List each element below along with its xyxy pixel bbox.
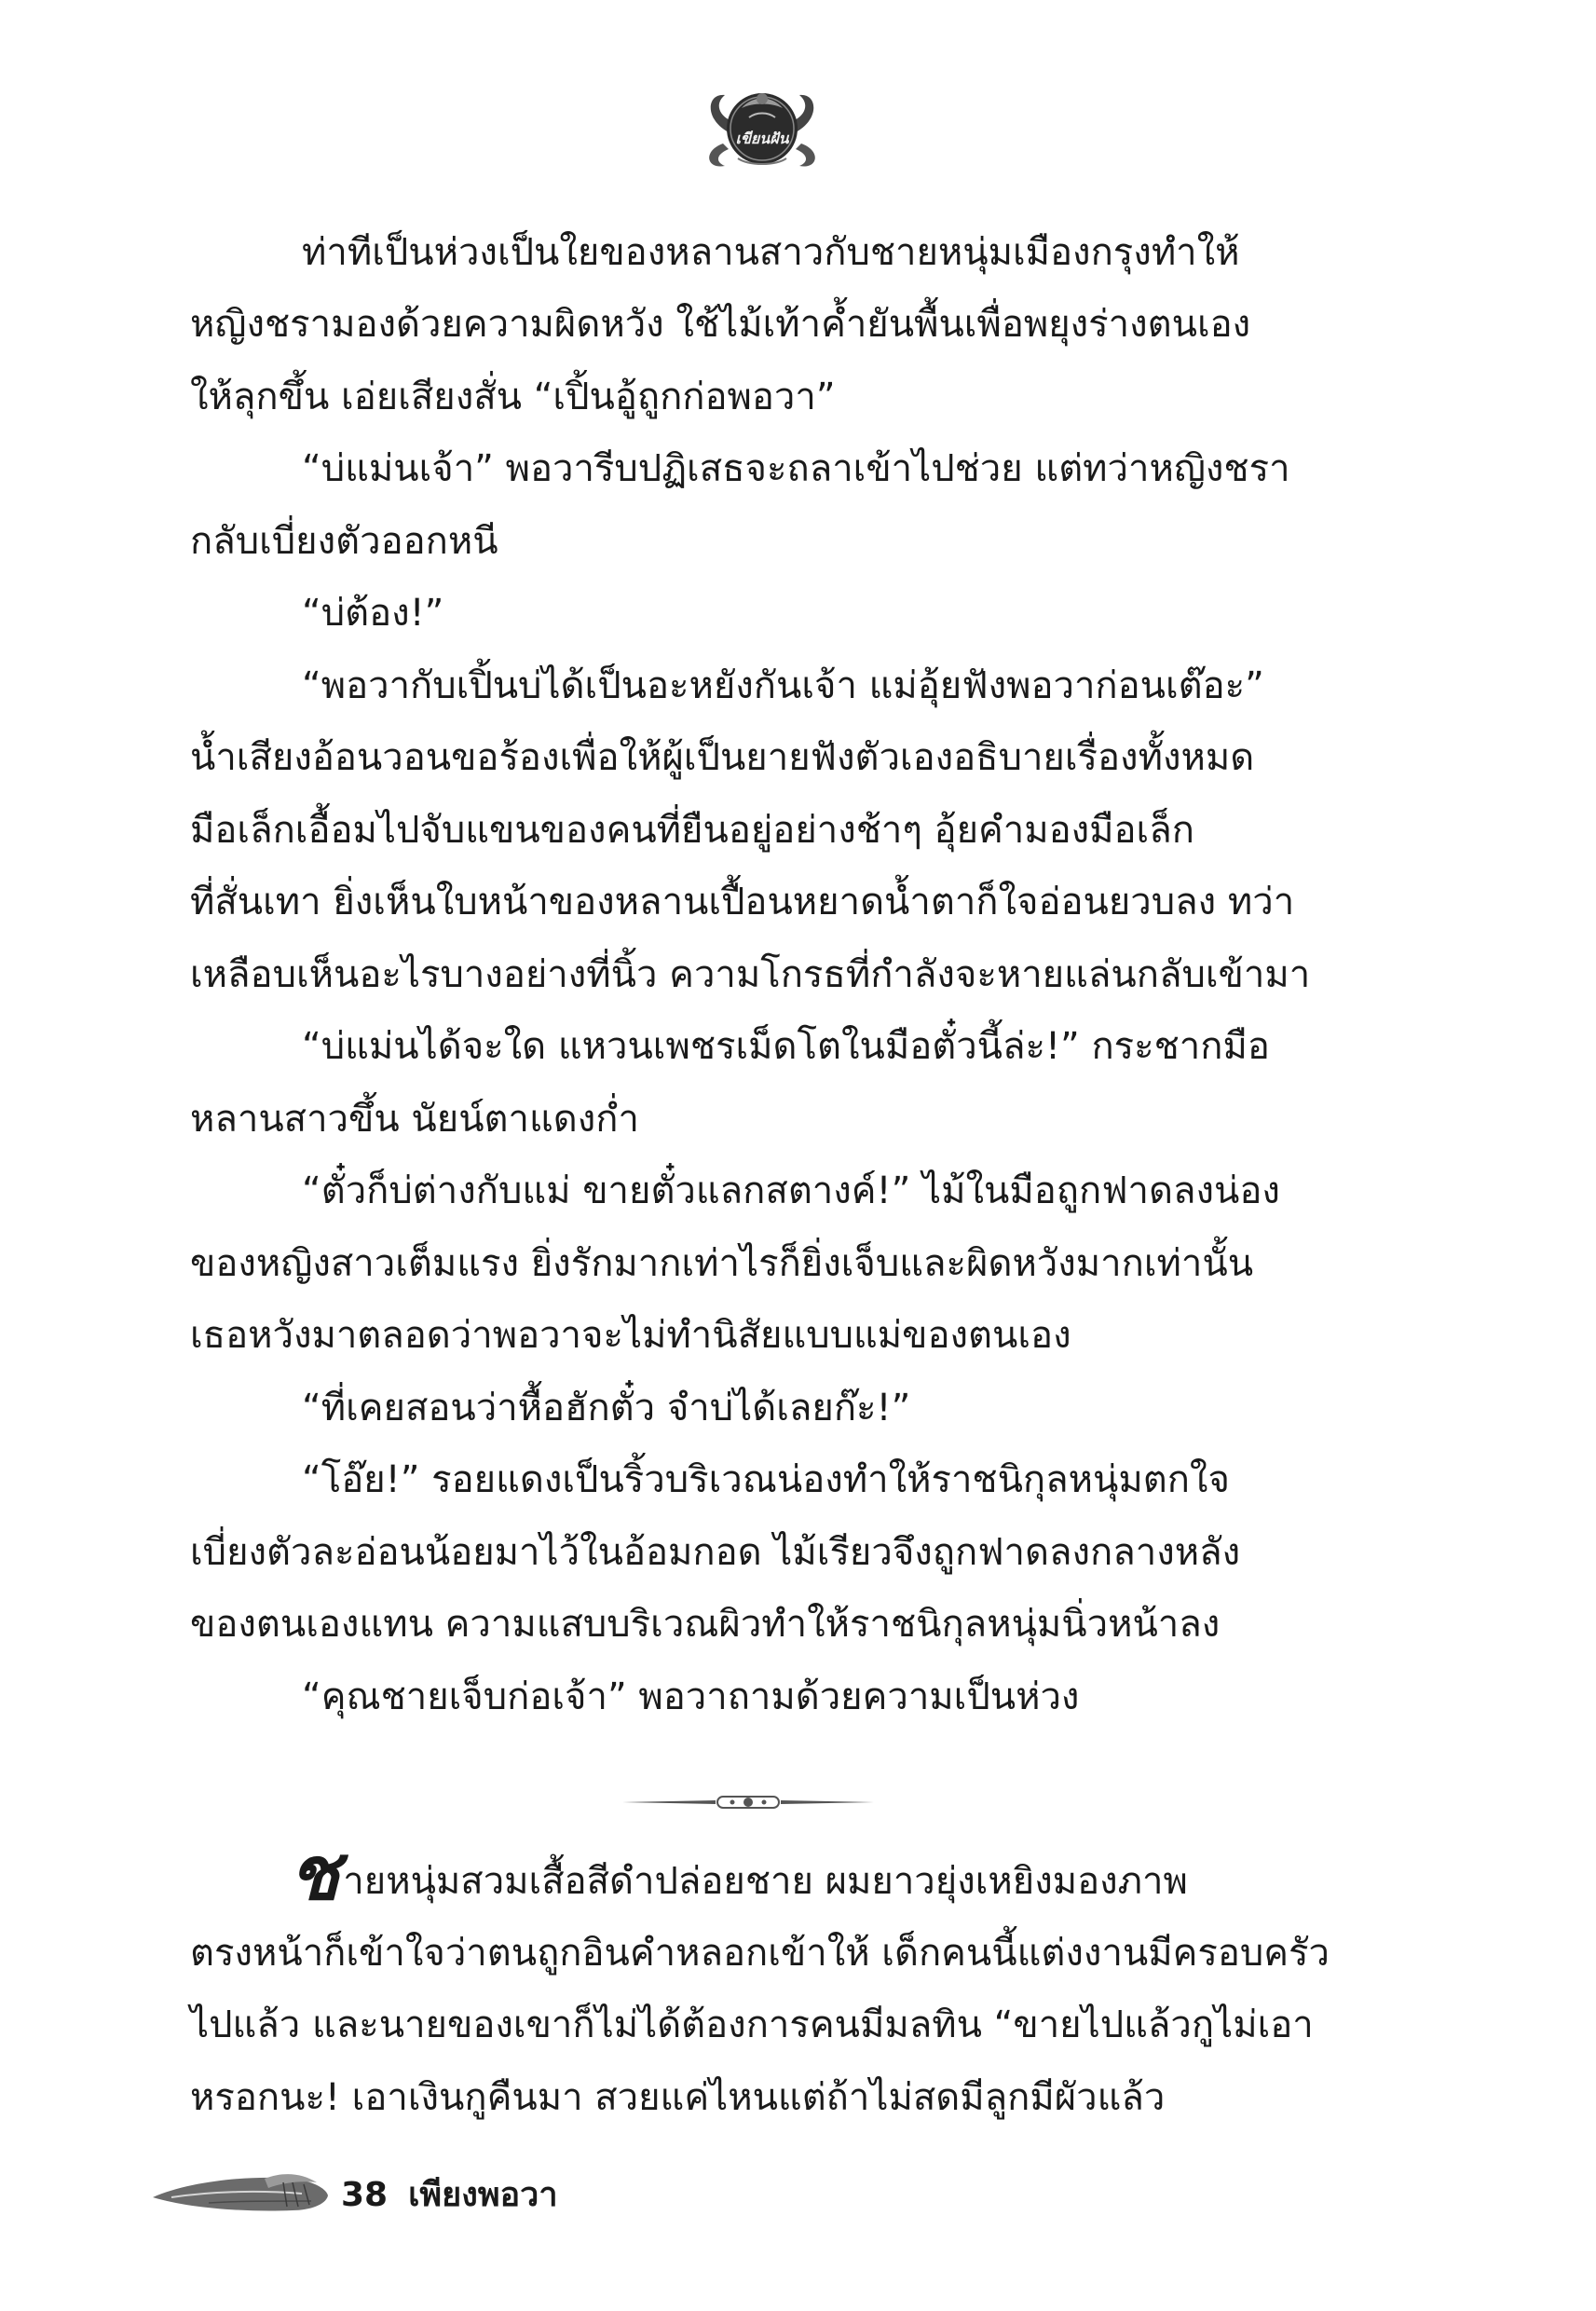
text-line: หญิงชรามองด้วยความผิดหวัง ใช้ไม้เท้าค้ำยันพื้นเพื่อพยุงร่างตนเอง — [190, 303, 1251, 346]
logo-text: เขียนฝัน — [735, 130, 789, 147]
text-line: “ที่เคยสอนว่าหื้อฮักตั๋ว จำบ่ได้เลยก๊ะ!” — [302, 1387, 911, 1429]
header-logo — [701, 76, 824, 177]
text-line — [289, 1829, 1430, 1919]
text-line: หรอกนะ! เอาเงินกูคืนมา สวยแค่ไหนแต่ถ้าไม่สดมีลูกมีผัวแล้ว — [190, 2076, 1166, 2119]
text-line: ตรงหน้าก็เข้าใจว่าตนถูกอินคำหลอกเข้าให้ เด็กคนนี้แต่งงานมีครอบครัว — [190, 1932, 1330, 1975]
section-divider-ornament — [622, 1789, 874, 1815]
text-line: มือเล็กเอื้อมไปจับแขนของคนที่ยืนอยู่อย่างช้าๆ อุ้ยคำมองมือเล็ก — [190, 809, 1194, 852]
page-footer — [341, 2167, 558, 2221]
text-line: “คุณชายเจ็บก่อเจ้า” พอวาถามด้วยความเป็นห่วง — [302, 1675, 1080, 1718]
text-line: เหลือบเห็นอะไรบางอย่างที่นิ้ว ความโกรธที่กำลังจะหายแล่นกลับเข้ามา — [190, 953, 1311, 996]
page-number: 38 — [341, 2176, 389, 2214]
text-line: “ตั๋วก็บ่ต่างกับแม่ ขายตั๋วแลกสตางค์!” ไม้ในมือถูกฟาดลงน่อง — [302, 1169, 1280, 1212]
text-line: “บ่แม่นเจ้า” พอวารีบปฏิเสธจะถลาเข้าไปช่วย แต่ทว่าหญิงชรา — [302, 447, 1290, 490]
text-line: “โอ๊ย!” รอยแดงเป็นริ้วบริเวณน่องทำให้ราชนิกุลหนุ่มตกใจ — [302, 1458, 1230, 1501]
text-line: ของตนเองแทน ความแสบบริเวณผิวทำให้ราชนิกุลหนุ่มนิ่วหน้าลง — [190, 1603, 1221, 1646]
text-line: “พอวากับเปิ้นบ่ได้เป็นอะหยังกันเจ้า แม่อุ้ยฟังพอวาก่อนเต๊อะ” — [302, 664, 1264, 707]
text-line: ให้ลุกขึ้น เอ่ยเสียงสั่น “เปิ้นอู้ถูกก่อพอวา” — [190, 376, 836, 418]
text-line: ของหญิงสาวเต็มแรง ยิ่งรักมากเท่าไรก็ยิ่งเจ็บและผิดหวังมากเท่านั้น — [190, 1242, 1254, 1285]
text-line: ที่สั่นเทา ยิ่งเห็นใบหน้าของหลานเปื้อนหยาดน้ำตาก็ใจอ่อนยวบลง ทว่า — [190, 881, 1295, 923]
text-line: เธอหวังมาตลอดว่าพอวาจะไม่ทำนิสัยแบบแม่ของตนเอง — [190, 1314, 1071, 1357]
seashell-icon — [153, 2160, 330, 2218]
text-line-content: ายหนุ่มสวมเสื้อสีดำปล่อยชาย ผมยาวยุ่งเหยิงมองภาพ — [343, 1860, 1188, 1903]
text-line: “บ่ต้อง!” — [302, 592, 444, 635]
text-line: กลับเบี่ยงตัวออกหนี — [190, 520, 498, 563]
text-line: น้ำเสียงอ้อนวอนขอร้องเพื่อให้ผู้เป็นยายฟังตัวเองอธิบายเรื่องทั้งหมด — [190, 736, 1255, 779]
text-line: “บ่แม่นได้จะใด แหวนเพชรเม็ดโตในมือตั๋วนี้ล่ะ!” กระชากมือ — [302, 1025, 1270, 1068]
book-title: เพียงพอวา — [408, 2176, 558, 2214]
drop-cap: ช — [289, 1829, 340, 1917]
text-line: ไปแล้ว และนายของเขาก็ไม่ได้ต้องการคนมีมลทิน “ขายไปแล้วกูไม่เอา — [190, 2003, 1314, 2046]
text-line: ท่าทีเป็นห่วงเป็นใยของหลานสาวกับชายหนุ่มเมืองกรุงทำให้ — [302, 231, 1240, 274]
text-line: หลานสาวขึ้น นัยน์ตาแดงก่ำ — [190, 1098, 639, 1141]
text-line: เบี่ยงตัวละอ่อนน้อยมาไว้ในอ้อมกอด ไม้เรียวจึงถูกฟาดลงกลางหลัง — [190, 1531, 1241, 1574]
